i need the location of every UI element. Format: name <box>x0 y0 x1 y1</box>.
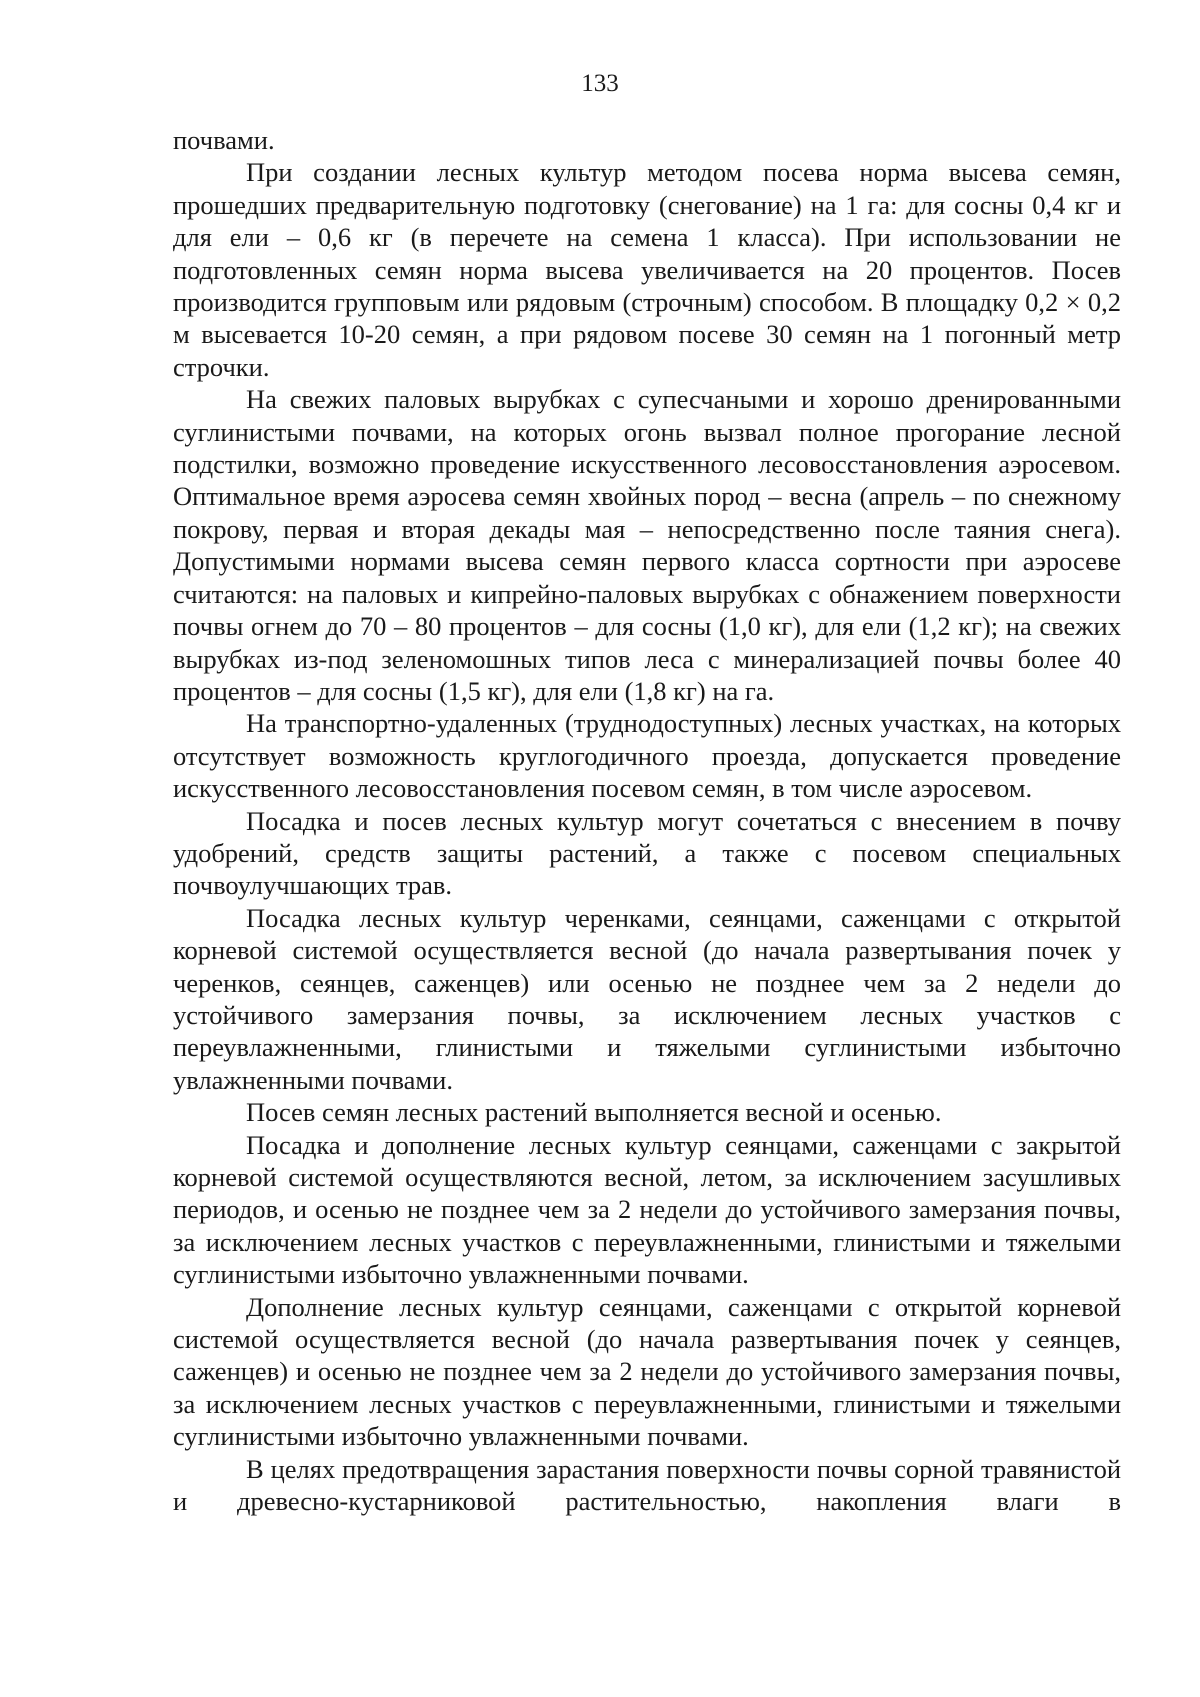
paragraph-fertilizers: Посадка и посев лесных культур могут сочетаться с внесением в почву удобрений, средств защиты растений, а также с посевом специальных почвоулучшающих трав. <box>173 805 1121 901</box>
paragraph-continuation: почвами. <box>173 125 275 155</box>
page-number: 133 <box>581 70 619 97</box>
paragraph-aerial-seeding: На свежих паловых вырубках с супесчаными и хорошо дренированными суглинистыми почвами, на которых огонь вызвал полное прогорание лесной подстилки, возможно проведение искусственного лесовосстановления аэросевом. Оптимальное время аэросева семян хвойных пород – весна (апрель – по снежному покрову, первая и вторая декады мая – непосредственно после таяния снега). Допустимыми нормами высева семян первого класса сортности при аэросеве считаются: на паловых и кипрейно-паловых вырубках с обнажением поверхности почвы огнем до 70 – 80 процентов – для сосны (1,0 кг), для ели (1,2 кг); на свежих вырубках из-под зеленомошных типов леса с минерализацией почвы более 40 процентов – для сосны (1,5 кг), для ели (1,8 кг) на га. <box>173 384 1121 706</box>
paragraph-seed-sowing-norms: При создании лесных культур методом посева норма высева семян, прошедших предварительную подготовку (снегование) на 1 га: для сосны 0,4 кг и для ели – 0,6 кг (в перечете на семена 1 класса). При использовании не подготовленных семян норма высева увеличивается на 20 процентов. Посев производится групповым или рядовым (строчным) способом. В площадку 0,2 × 0,2 м высевается 10-20 семян, а при рядовом посеве 30 семян на 1 погонный метр строчки. <box>173 157 1121 382</box>
paragraph-open-root-planting: Посадка лесных культур черенками, сеянцами, саженцами с открытой корневой системой осуществляется весной (до начала развертывания почек у черенков, сеянцев, саженцев) или осенью не позднее чем за 2 недели до устойчивого замерзания почвы, за исключением лесных участков с переувлажненными, глинистыми и тяжелыми суглинистыми избыточно увлажненными почвами. <box>173 902 1121 1095</box>
paragraph-closed-root-planting: Посадка и дополнение лесных культур сеянцами, саженцами с закрытой корневой системой осуществляются весной, летом, за исключением засушливых периодов, и осенью не позднее чем за 2 недели до устойчивого замерзания почвы, за исключением лесных участков с переувлажненными, глинистыми и тяжелыми суглинистыми избыточно увлажненными почвами. <box>173 1129 1121 1290</box>
paragraph-open-root-supplement: Дополнение лесных культур сеянцами, саженцами с открытой корневой системой осуществляется весной (до начала развертывания почек у сеянцев, саженцев) и осенью не позднее чем за 2 недели до устойчивого замерзания почвы, за исключением лесных участков с переувлажненными, глинистыми и тяжелыми суглинистыми избыточно увлажненными почвами. <box>173 1291 1121 1452</box>
body-text <box>173 124 1121 1517</box>
paragraph-seed-sowing-season: Посев семян лесных растений выполняется весной и осенью. <box>246 1097 942 1128</box>
paragraph-weed-prevention: В целях предотвращения зарастания поверхности почвы сорной травянистой и древесно-кустарниковой растительностью, накопления влаги в <box>173 1453 1121 1517</box>
paragraph-remote-plots: На транспортно-удаленных (труднодоступных) лесных участках, на которых отсутствует возможность круглогодичного проезда, допускается проведение искусственного лесовосстановления посевом семян, в том числе аэросевом. <box>173 708 1121 804</box>
